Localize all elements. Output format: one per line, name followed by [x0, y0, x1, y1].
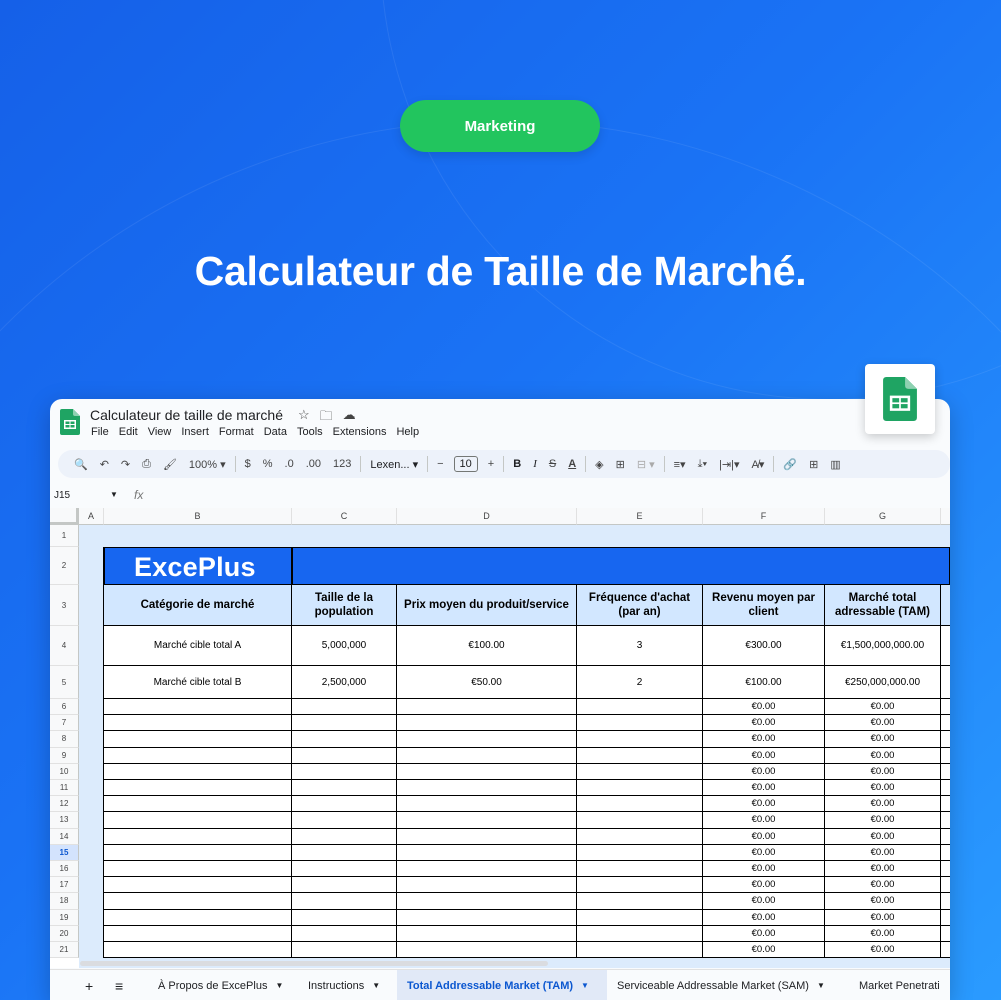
- document-title[interactable]: Calculateur de taille de marché: [90, 407, 283, 423]
- sheet-tab-label: Serviceable Addressable Market (SAM): [617, 979, 809, 992]
- chart-icon[interactable]: ▥: [830, 458, 841, 471]
- row-header-21[interactable]: 21: [50, 942, 79, 958]
- table-cell[interactable]: [941, 731, 950, 747]
- table-cell[interactable]: [292, 748, 397, 764]
- menu-item-insert[interactable]: Insert: [181, 426, 209, 438]
- table-cell[interactable]: €1,500,000,000.00: [825, 626, 941, 666]
- table-cell[interactable]: €0.00: [825, 715, 941, 731]
- increase-decimal-button[interactable]: .00: [305, 458, 322, 470]
- cell-reference[interactable]: J15: [54, 490, 71, 501]
- table-cell[interactable]: 5,000,000: [292, 626, 397, 666]
- table-cell[interactable]: [397, 861, 577, 877]
- table-cell[interactable]: [104, 715, 292, 731]
- sheet-tab[interactable]: [397, 970, 607, 1000]
- text-color-icon[interactable]: A: [568, 458, 577, 470]
- bold-button[interactable]: B: [513, 458, 522, 470]
- font-value: Lexen...: [370, 458, 410, 471]
- table-cell[interactable]: [397, 812, 577, 828]
- table-cell[interactable]: [941, 893, 950, 909]
- table-cell[interactable]: [577, 893, 703, 909]
- toolbar-divider: [773, 456, 774, 472]
- table-cell[interactable]: [397, 699, 577, 715]
- table-cell[interactable]: [941, 910, 950, 926]
- paint-format-icon[interactable]: 🖌: [162, 458, 177, 471]
- row-header-12[interactable]: 12: [50, 796, 79, 812]
- table-cell[interactable]: [577, 796, 703, 812]
- row-header-16[interactable]: 16: [50, 861, 79, 877]
- table-header-cell: [941, 585, 950, 626]
- table-cell[interactable]: [941, 926, 950, 942]
- table-cell[interactable]: €0.00: [825, 893, 941, 909]
- table-cell[interactable]: €0.00: [825, 764, 941, 780]
- table-cell[interactable]: €0.00: [825, 748, 941, 764]
- toolbar-divider: [235, 456, 236, 472]
- table-cell[interactable]: [292, 715, 397, 731]
- table-cell[interactable]: [941, 812, 950, 828]
- toolbar-divider: [585, 456, 586, 472]
- menu-item-edit[interactable]: Edit: [118, 426, 138, 438]
- table-cell[interactable]: €100.00: [397, 626, 577, 666]
- fill-color-icon[interactable]: ◈: [595, 458, 604, 471]
- table-header-cell: Catégorie de marché: [104, 585, 292, 626]
- table-cell[interactable]: 2: [577, 666, 703, 699]
- table-cell[interactable]: [104, 877, 292, 893]
- add-sheet-icon[interactable]: +: [85, 977, 94, 994]
- table-cell[interactable]: [941, 861, 950, 877]
- menu-item-format[interactable]: Format: [218, 426, 254, 438]
- menu-item-view[interactable]: View: [147, 426, 172, 438]
- decrease-decimal-button[interactable]: .0: [284, 458, 294, 470]
- table-cell[interactable]: €0.00: [703, 812, 825, 828]
- horizontal-align-icon[interactable]: ≡▾: [673, 458, 686, 471]
- table-cell[interactable]: [941, 715, 950, 731]
- table-cell[interactable]: [397, 796, 577, 812]
- table-cell[interactable]: €0.00: [703, 764, 825, 780]
- table-cell[interactable]: [292, 796, 397, 812]
- decrease-font-size-button[interactable]: −: [437, 458, 444, 470]
- row-header-19[interactable]: 19: [50, 910, 79, 926]
- sheet-tab-label: Instructions: [308, 979, 365, 992]
- row-header-5[interactable]: 5: [50, 666, 79, 699]
- excelplus-logo: ExcePlus: [134, 552, 256, 582]
- table-cell[interactable]: €0.00: [703, 780, 825, 796]
- table-cell[interactable]: [397, 877, 577, 893]
- menu-item-extensions[interactable]: Extensions: [332, 426, 387, 438]
- menu-item-help[interactable]: Help: [396, 426, 420, 438]
- table-cell[interactable]: €0.00: [703, 942, 825, 958]
- table-cell[interactable]: [292, 861, 397, 877]
- table-cell[interactable]: [292, 845, 397, 861]
- menu-item-data[interactable]: Data: [263, 426, 287, 438]
- table-cell[interactable]: €0.00: [703, 715, 825, 731]
- table-cell[interactable]: [577, 942, 703, 958]
- row-header-15[interactable]: 15: [50, 845, 79, 861]
- percent-format-button[interactable]: %: [262, 458, 273, 470]
- table-cell[interactable]: [941, 796, 950, 812]
- table-cell[interactable]: [397, 764, 577, 780]
- row-header-9[interactable]: 9: [50, 748, 79, 764]
- table-cell[interactable]: [104, 699, 292, 715]
- sheets-window: [50, 399, 950, 1000]
- table-cell[interactable]: [292, 942, 397, 958]
- table-cell[interactable]: [104, 893, 292, 909]
- table-cell[interactable]: [104, 942, 292, 958]
- table-cell[interactable]: [577, 812, 703, 828]
- table-header-cell: Fréquence d'achat (par an): [577, 585, 703, 626]
- sheet-tab-bar: [50, 969, 950, 1000]
- table-cell[interactable]: €0.00: [825, 699, 941, 715]
- table-cell[interactable]: [577, 877, 703, 893]
- table-cell[interactable]: €0.00: [825, 910, 941, 926]
- table-cell[interactable]: [941, 666, 950, 699]
- borders-icon[interactable]: ⊞: [615, 458, 625, 471]
- column-header-e[interactable]: E: [577, 508, 703, 525]
- table-cell[interactable]: [104, 731, 292, 747]
- column-header-d[interactable]: D: [397, 508, 577, 525]
- row-header-2[interactable]: 2: [50, 547, 79, 585]
- table-cell[interactable]: 2,500,000: [292, 666, 397, 699]
- table-cell[interactable]: [292, 910, 397, 926]
- column-header-a[interactable]: A: [79, 508, 104, 525]
- horizontal-scrollbar[interactable]: [80, 961, 548, 966]
- chevron-down-icon[interactable]: ▼: [275, 981, 284, 990]
- row-header-8[interactable]: 8: [50, 731, 79, 747]
- sheet-tab[interactable]: [849, 970, 950, 1000]
- table-cell[interactable]: [397, 942, 577, 958]
- table-cell[interactable]: €0.00: [703, 699, 825, 715]
- table-cell[interactable]: €0.00: [703, 731, 825, 747]
- chevron-down-icon[interactable]: ▼: [372, 981, 381, 990]
- table-cell[interactable]: [941, 699, 950, 715]
- row-header-10[interactable]: 10: [50, 764, 79, 780]
- table-header-cell: Prix moyen du produit/service: [397, 585, 577, 626]
- font-size-input[interactable]: 10: [454, 456, 478, 472]
- table-cell[interactable]: €0.00: [825, 877, 941, 893]
- toolbar-divider: [664, 456, 665, 472]
- table-cell[interactable]: [104, 861, 292, 877]
- table-cell[interactable]: €50.00: [397, 666, 577, 699]
- table-cell[interactable]: [292, 780, 397, 796]
- table-cell[interactable]: [292, 893, 397, 909]
- table-header-cell: Taille de la population: [292, 585, 397, 626]
- vertical-align-icon[interactable]: ⤓▾: [697, 457, 708, 470]
- table-cell[interactable]: €0.00: [703, 926, 825, 942]
- table-header-cell: Marché total adressable (TAM): [825, 585, 941, 626]
- row-header-13[interactable]: 13: [50, 812, 79, 828]
- table-cell[interactable]: €0.00: [703, 893, 825, 909]
- spreadsheet-grid[interactable]: [50, 508, 950, 968]
- link-icon[interactable]: 🔗: [783, 458, 798, 471]
- table-cell[interactable]: [577, 845, 703, 861]
- toolbar-divider: [503, 456, 504, 472]
- row-header-3[interactable]: 3: [50, 585, 79, 626]
- increase-font-size-button[interactable]: +: [487, 458, 495, 470]
- logo-banner: [292, 547, 950, 585]
- sheet-tab-label: À Propos de ExcePlus: [158, 979, 268, 992]
- table-cell[interactable]: [104, 812, 292, 828]
- star-icon[interactable]: ☆: [298, 407, 310, 422]
- table-cell[interactable]: €0.00: [825, 861, 941, 877]
- page-headline: Calculateur de Taille de Marché.: [194, 248, 807, 294]
- menu-item-file[interactable]: File: [91, 426, 109, 438]
- text-wrap-icon[interactable]: |⇥|▾: [719, 458, 740, 471]
- table-cell[interactable]: [577, 715, 703, 731]
- table-cell[interactable]: [104, 764, 292, 780]
- cloud-status-icon[interactable]: ☁: [342, 407, 356, 422]
- table-cell[interactable]: €0.00: [825, 731, 941, 747]
- table-cell[interactable]: [577, 748, 703, 764]
- table-cell[interactable]: €300.00: [703, 626, 825, 666]
- table-cell[interactable]: €0.00: [825, 845, 941, 861]
- sheet-tab-label: Market Penetrati: [859, 979, 940, 992]
- sheets-logo-icon: [883, 377, 917, 421]
- table-cell[interactable]: €0.00: [703, 861, 825, 877]
- chevron-down-icon[interactable]: ▼: [110, 490, 118, 499]
- table-cell[interactable]: €0.00: [703, 796, 825, 812]
- zoom-select[interactable]: 100% ▾: [188, 458, 226, 471]
- table-cell[interactable]: [292, 731, 397, 747]
- toolbar-divider: [427, 456, 428, 472]
- chevron-down-icon[interactable]: ▼: [581, 981, 589, 990]
- table-cell[interactable]: [577, 861, 703, 877]
- table-cell[interactable]: [941, 845, 950, 861]
- table-cell[interactable]: [577, 910, 703, 926]
- sheet-tab-label: Total Addressable Market (TAM): [407, 979, 574, 992]
- table-cell[interactable]: €0.00: [825, 796, 941, 812]
- table-cell[interactable]: [397, 845, 577, 861]
- table-cell[interactable]: [397, 829, 577, 845]
- grid-corner[interactable]: [50, 508, 79, 525]
- table-cell[interactable]: [104, 910, 292, 926]
- table-cell[interactable]: €0.00: [825, 926, 941, 942]
- row-header-11[interactable]: 11: [50, 780, 79, 796]
- column-header-g[interactable]: G: [825, 508, 941, 525]
- undo-icon[interactable]: ↶: [99, 458, 109, 471]
- column-header-c[interactable]: C: [292, 508, 397, 525]
- row-header-18[interactable]: 18: [50, 893, 79, 909]
- formula-bar: [50, 485, 950, 507]
- table-cell[interactable]: [104, 796, 292, 812]
- sheets-doc-icon[interactable]: [60, 409, 80, 435]
- toolbar-divider: [360, 456, 361, 472]
- redo-icon[interactable]: ↷: [120, 458, 131, 471]
- currency-format-button[interactable]: $: [244, 458, 251, 470]
- table-cell[interactable]: €100.00: [703, 666, 825, 699]
- table-cell[interactable]: [577, 699, 703, 715]
- row-header-7[interactable]: 7: [50, 715, 79, 731]
- table-cell[interactable]: [292, 877, 397, 893]
- column-header: [941, 508, 950, 525]
- table-cell[interactable]: [292, 812, 397, 828]
- table-cell[interactable]: €0.00: [825, 780, 941, 796]
- all-sheets-icon[interactable]: ≡: [115, 977, 124, 994]
- table-cell[interactable]: [941, 829, 950, 845]
- table-cell[interactable]: [397, 715, 577, 731]
- row-header-4[interactable]: 4: [50, 626, 79, 666]
- table-cell[interactable]: [577, 829, 703, 845]
- table-cell[interactable]: €0.00: [825, 942, 941, 958]
- row-header-17[interactable]: 17: [50, 877, 79, 893]
- marketing-badge: Marketing: [400, 100, 600, 152]
- table-cell[interactable]: [292, 926, 397, 942]
- row-header-14[interactable]: 14: [50, 829, 79, 845]
- table-cell[interactable]: [577, 731, 703, 747]
- search-icon[interactable]: 🔍: [74, 458, 88, 471]
- table-cell[interactable]: €250,000,000.00: [825, 666, 941, 699]
- table-cell[interactable]: [397, 893, 577, 909]
- row-header-6[interactable]: 6: [50, 699, 79, 715]
- font-select[interactable]: Lexen... ▾: [370, 458, 419, 471]
- sheet-tab[interactable]: [298, 970, 390, 1000]
- merge-cells-icon[interactable]: ⊟ ▾: [636, 458, 655, 471]
- zoom-value: 100%: [188, 458, 218, 471]
- table-cell[interactable]: [397, 910, 577, 926]
- menu-bar: [91, 426, 419, 438]
- sheet-tab[interactable]: [607, 970, 849, 1000]
- table-cell[interactable]: €0.00: [703, 829, 825, 845]
- table-cell[interactable]: [292, 829, 397, 845]
- table-cell[interactable]: [104, 748, 292, 764]
- table-cell[interactable]: [397, 926, 577, 942]
- strikethrough-icon[interactable]: S: [548, 458, 557, 470]
- column-header-b[interactable]: B: [104, 508, 292, 525]
- table-cell[interactable]: [104, 829, 292, 845]
- table-cell[interactable]: €0.00: [703, 845, 825, 861]
- comment-icon[interactable]: ⊞: [809, 458, 819, 471]
- row-header-1[interactable]: 1: [50, 525, 79, 547]
- number-format-button[interactable]: 123: [333, 458, 352, 470]
- table-cell[interactable]: €0.00: [703, 877, 825, 893]
- table-cell[interactable]: [941, 748, 950, 764]
- table-cell[interactable]: [104, 845, 292, 861]
- table-cell[interactable]: Marché cible total A: [104, 626, 292, 666]
- row-header-20[interactable]: 20: [50, 926, 79, 942]
- table-cell[interactable]: [941, 764, 950, 780]
- text-rotation-icon[interactable]: A̸▾: [751, 458, 765, 471]
- formula-fx-icon: fx: [134, 488, 144, 502]
- toolbar: [58, 450, 950, 478]
- chevron-down-icon[interactable]: ▼: [816, 981, 825, 990]
- menu-item-tools[interactable]: Tools: [296, 426, 323, 438]
- table-cell[interactable]: [397, 780, 577, 796]
- table-cell[interactable]: Marché cible total B: [104, 666, 292, 699]
- table-cell[interactable]: €0.00: [825, 812, 941, 828]
- column-header-f[interactable]: F: [703, 508, 825, 525]
- table-cell[interactable]: [941, 942, 950, 958]
- table-cell[interactable]: [577, 780, 703, 796]
- sheet-tab[interactable]: [148, 970, 288, 1000]
- table-cell[interactable]: [397, 748, 577, 764]
- table-cell[interactable]: €0.00: [703, 748, 825, 764]
- table-cell[interactable]: [941, 877, 950, 893]
- print-icon[interactable]: ⎙: [142, 457, 151, 470]
- table-cell[interactable]: [397, 731, 577, 747]
- table-cell[interactable]: €0.00: [703, 910, 825, 926]
- italic-button[interactable]: I: [533, 458, 537, 470]
- table-cell[interactable]: [292, 764, 397, 780]
- table-cell[interactable]: [292, 699, 397, 715]
- table-cell[interactable]: [104, 926, 292, 942]
- table-cell[interactable]: [577, 764, 703, 780]
- table-cell[interactable]: [941, 626, 950, 666]
- table-left-border: [103, 547, 104, 958]
- google-sheets-logo: [865, 364, 935, 434]
- table-header-cell: Revenu moyen par client: [703, 585, 825, 626]
- move-folder-icon[interactable]: 🗀: [319, 408, 333, 423]
- table-cell[interactable]: [577, 926, 703, 942]
- table-cell[interactable]: €0.00: [825, 829, 941, 845]
- table-cell[interactable]: [941, 780, 950, 796]
- table-cell[interactable]: [104, 780, 292, 796]
- table-cell[interactable]: 3: [577, 626, 703, 666]
